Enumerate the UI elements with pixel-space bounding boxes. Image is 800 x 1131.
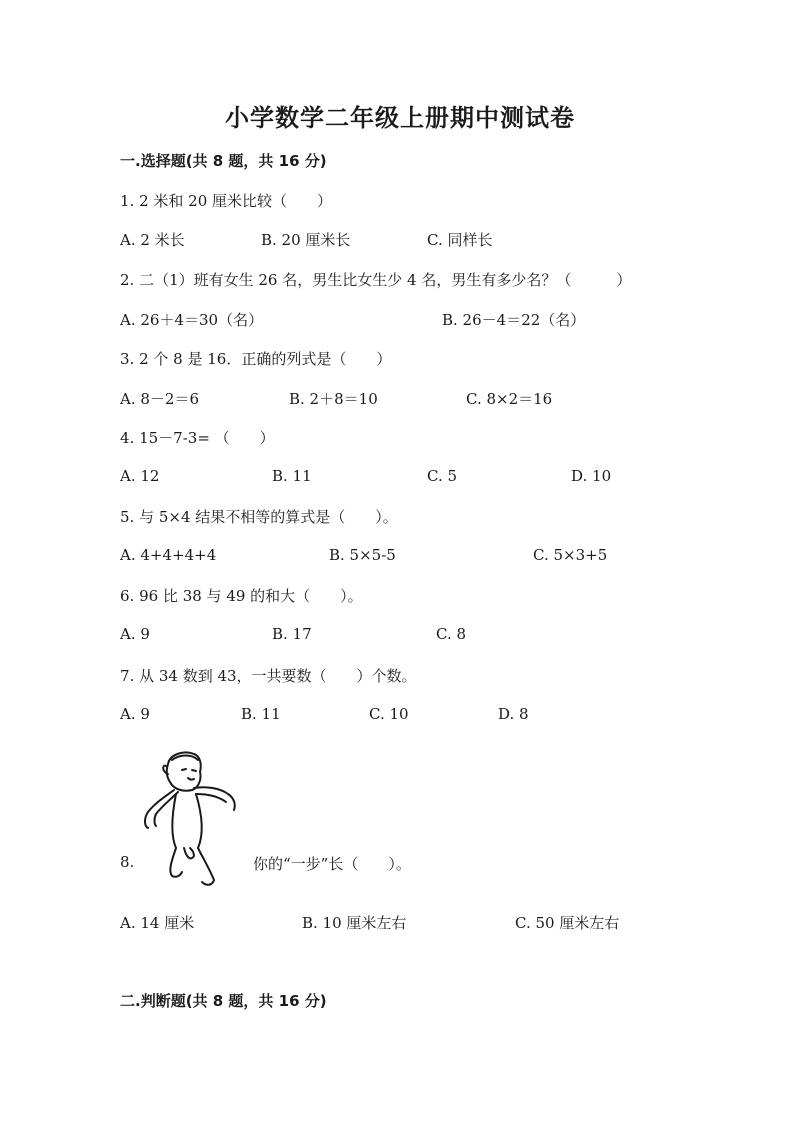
q4-option-b: B. 11 [272, 467, 312, 485]
q7-option-d: D. 8 [498, 705, 529, 723]
question-3: 3. 2 个 8 是 16．正确的列式是（ ） [120, 350, 392, 368]
section-heading-choice: 一.选择题(共 8 题，共 16 分) [120, 152, 327, 170]
question-7: 7. 从 34 数到 43，一共要数（ ）个数。 [120, 667, 417, 685]
q7-option-c: C. 10 [369, 705, 409, 723]
question-8-number: 8. [120, 853, 135, 871]
q3-option-b: B. 2＋8＝10 [289, 390, 378, 408]
q8-option-a: A. 14 厘米 [120, 914, 195, 932]
q5-option-a: A. 4+4+4+4 [120, 546, 217, 564]
q4-option-d: D. 10 [571, 467, 612, 485]
q3-option-c: C. 8×2＝16 [466, 390, 553, 408]
walking-person-illustration [136, 744, 248, 892]
q6-option-b: B. 17 [272, 625, 312, 643]
q3-option-a: A. 8－2＝6 [120, 390, 199, 408]
q1-option-c: C. 同样长 [427, 231, 493, 249]
q1-option-a: A. 2 米长 [120, 231, 185, 249]
question-1: 1. 2 米和 20 厘米比较（ ） [120, 192, 333, 210]
q8-option-b: B. 10 厘米左右 [302, 914, 407, 932]
q4-option-c: C. 5 [427, 467, 458, 485]
question-2: 2. 二（1）班有女生 26 名，男生比女生少 4 名，男生有多少名？（ ） [120, 271, 632, 289]
page-title: 小学数学二年级上册期中测试卷 [225, 104, 575, 132]
question-5: 5. 与 5×4 结果不相等的算式是（ ）。 [120, 508, 398, 526]
question-8: 你的“一步”长（ ）。 [253, 855, 411, 873]
q6-option-c: C. 8 [436, 625, 467, 643]
q4-option-a: A. 12 [120, 467, 160, 485]
q2-option-a: A. 26＋4＝30（名） [120, 311, 264, 329]
q5-option-b: B. 5×5-5 [329, 546, 396, 564]
question-6: 6. 96 比 38 与 49 的和大（ ）。 [120, 587, 363, 605]
q1-option-b: B. 20 厘米长 [261, 231, 351, 249]
section-heading-judgment: 二.判断题(共 8 题，共 16 分) [120, 992, 327, 1010]
q7-option-a: A. 9 [120, 705, 150, 723]
q2-option-b: B. 26－4＝22（名） [442, 311, 586, 329]
q7-option-b: B. 11 [241, 705, 281, 723]
q5-option-c: C. 5×3+5 [533, 546, 608, 564]
q8-option-c: C. 50 厘米左右 [515, 914, 620, 932]
question-4: 4. 15－7-3= （ ） [120, 429, 275, 447]
q6-option-a: A. 9 [120, 625, 150, 643]
